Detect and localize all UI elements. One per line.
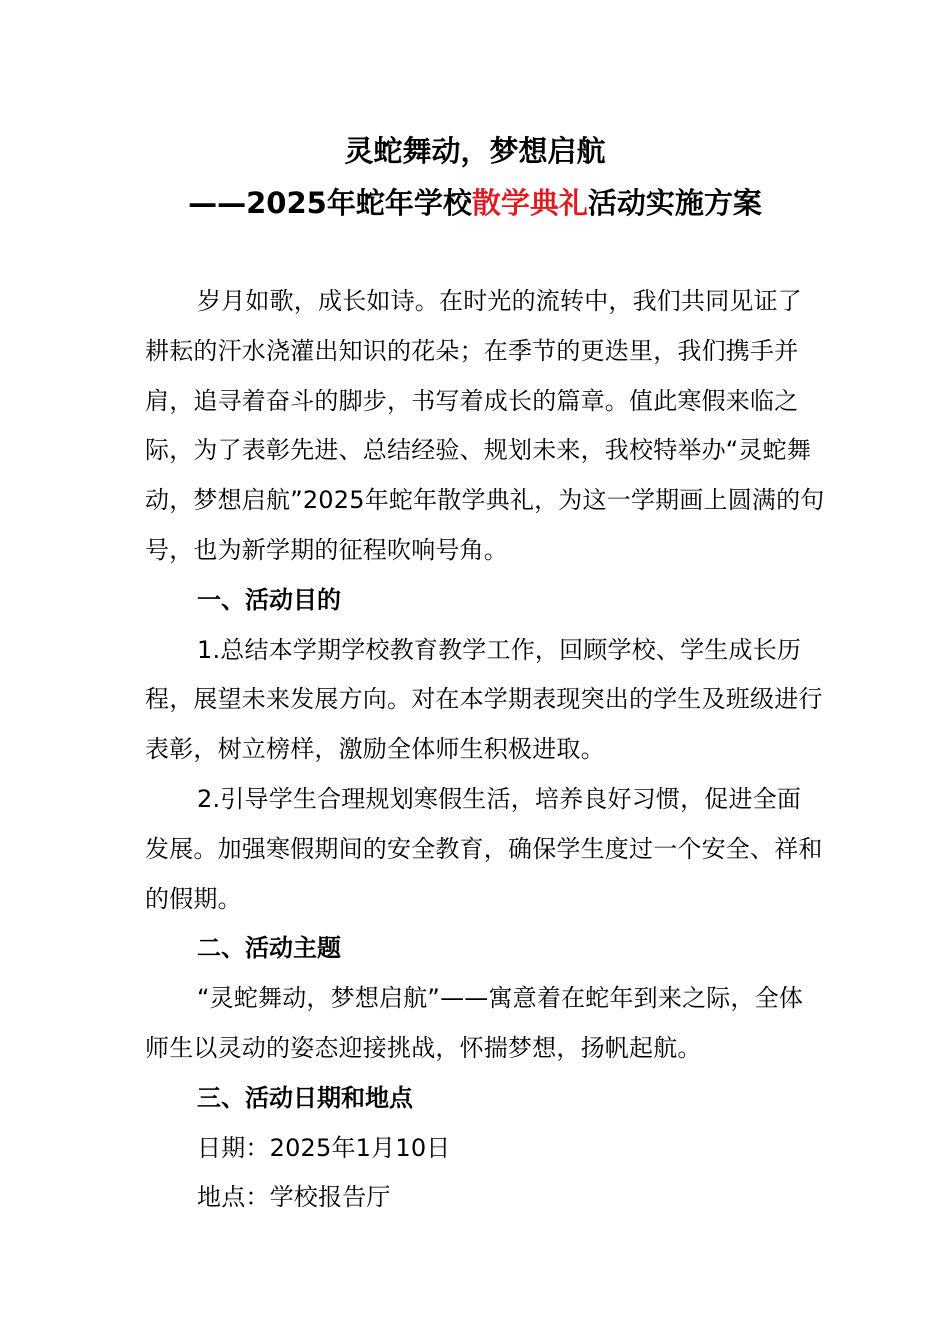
- section-heading-purpose: 一、活动目的: [197, 585, 341, 614]
- event-date: 日期：2025年1月10日: [197, 1133, 451, 1162]
- subtitle-highlight: 散学典礼: [471, 186, 588, 220]
- theme-paragraph: “灵蛇舞动，梦想启航”——寓意着在蛇年到来之际，全体师生以灵动的姿态迎接挑战，怀揣梦想，扬帆起航。: [145, 984, 804, 1062]
- document-subtitle: [0, 183, 950, 223]
- event-place: 地点：学校报告厅: [197, 1183, 391, 1212]
- section-heading-date-place: 三、活动日期和地点: [197, 1083, 413, 1112]
- subtitle-prefix: ——2025年蛇年学校: [188, 186, 472, 220]
- purpose-item-2: 2.引导学生合理规划寒假生活，培养良好习惯，促进全面发展。加强寒假期间的安全教育，确保学生度过一个安全、祥和的假期。: [145, 784, 823, 913]
- section-heading-theme: 二、活动主题: [197, 934, 341, 963]
- subtitle-suffix: 活动实施方案: [587, 186, 762, 220]
- document-title: 灵蛇舞动，梦想启航: [344, 134, 606, 168]
- purpose-item-1: 1.总结本学期学校教育教学工作，回顾学校、学生成长历程，展望未来发展方向。对在本学期表现突出的学生及班级进行表彰，树立榜样，激励全体师生积极进取。: [145, 635, 823, 764]
- document-body: [145, 277, 825, 1223]
- intro-paragraph: 岁月如歌，成长如诗。在时光的流转中，我们共同见证了耕耘的汗水浇灌出知识的花朵；在季节的更迭里，我们携手并肩，追寻着奋斗的脚步，书写着成长的篇章。值此寒假来临之际，为了表彰先进、总结经验、规划未来，我校特举办“灵蛇舞动，梦想启航”2025年蛇年散学典礼，为这一学期画上圆满的句号，也为新学期的征程吹响号角。: [145, 287, 825, 564]
